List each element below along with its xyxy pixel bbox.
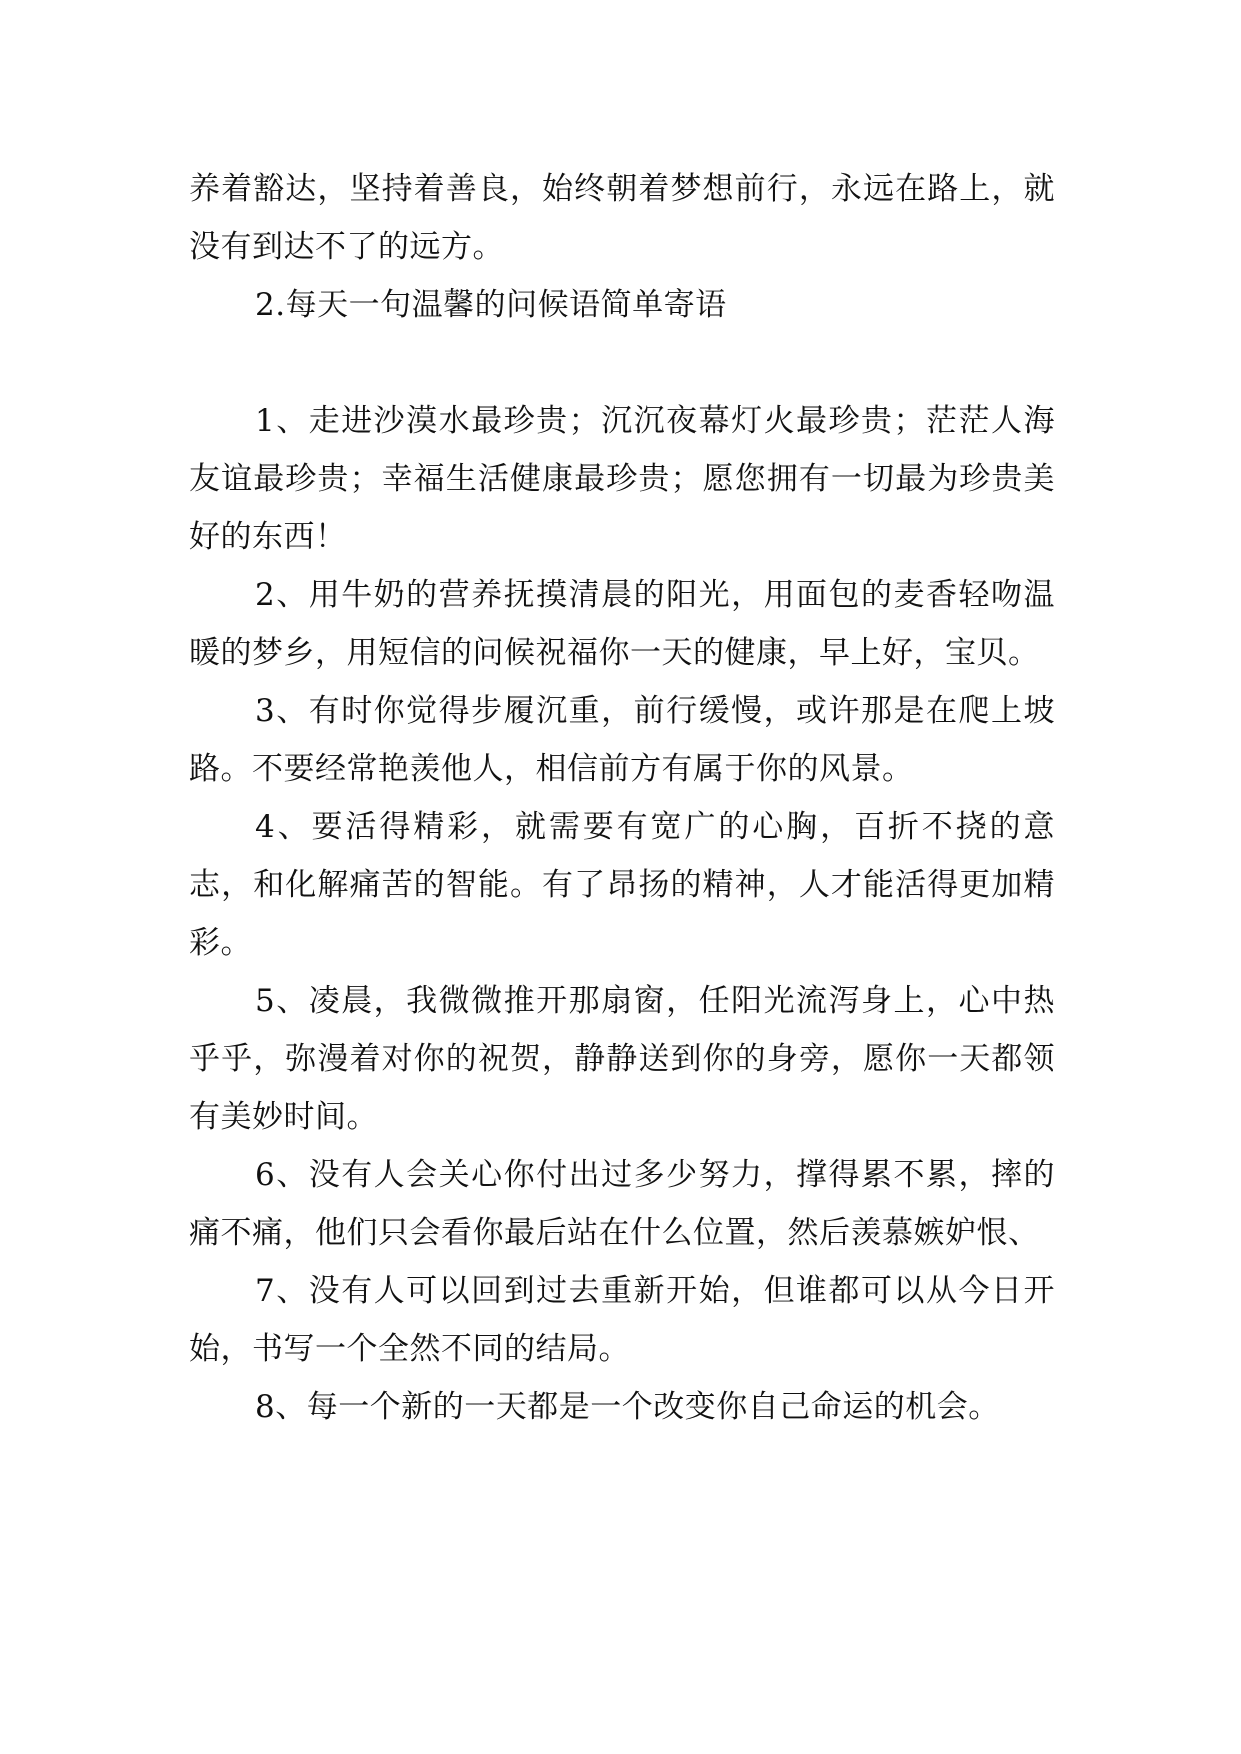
list-item: 3、有时你觉得步履沉重，前行缓慢，或许那是在爬上坡路。不要经常艳羡他人，相信前方有属于你的风景。 [189, 693, 1055, 787]
list-item: 6、没有人会关心你付出过多少努力，撑得累不累，摔的痛不痛，他们只会看你最后站在什么位置，然后羡慕嫉妒恨、 [189, 1157, 1055, 1251]
list-item: 1、走进沙漠水最珍贵；沉沉夜幕灯火最珍贵；茫茫人海友谊最珍贵；幸福生活健康最珍贵；愿您拥有一切最为珍贵美好的东西！ [189, 403, 1055, 555]
list-item: 4、要活得精彩，就需要有宽广的心胸，百折不挠的意志，和化解痛苦的智能。有了昂扬的精神，人才能活得更加精彩。 [189, 809, 1055, 961]
list-item: 8、每一个新的一天都是一个改变你自己命运的机会。 [255, 1389, 1000, 1425]
list-item: 5、凌晨，我微微推开那扇窗，任阳光流泻身上，心中热乎乎，弥漫着对你的祝贺，静静送到你的身旁，愿你一天都领有美妙时间。 [189, 983, 1055, 1135]
list-item: 7、没有人可以回到过去重新开始，但谁都可以从今日开始，书写一个全然不同的结局。 [189, 1273, 1055, 1367]
blank-line [189, 334, 1055, 392]
paragraph-continuation: 养着豁达，坚持着善良，始终朝着梦想前行，永远在路上，就没有到达不了的远方。 [189, 171, 1055, 265]
document-body [189, 160, 1055, 1436]
list-item: 2、用牛奶的营养抚摸清晨的阳光，用面包的麦香轻吻温暖的梦乡，用短信的问候祝福你一天的健康，早上好，宝贝。 [189, 577, 1055, 671]
section-heading: 2.每天一句温馨的问候语简单寄语 [255, 287, 727, 323]
